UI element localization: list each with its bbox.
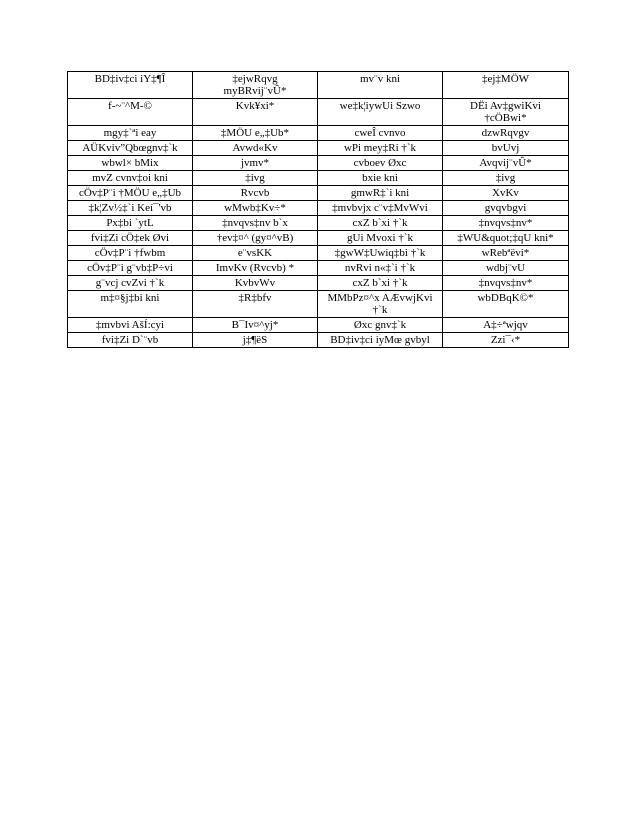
table-cell: ‡WU&quot;‡qU kni*: [443, 231, 569, 246]
table-cell: we‡k¦iywUi Szwo: [318, 99, 443, 126]
table-cell: gUi Mvoxi †`k: [318, 231, 443, 246]
table-cell: Avwd«Kv: [193, 141, 318, 156]
table-cell: e¨vsKK: [193, 246, 318, 261]
table-cell: Øxc gnv‡`k: [318, 318, 443, 333]
table-cell: A‡÷ªwjqv: [443, 318, 569, 333]
table-row: [68, 276, 569, 291]
table-cell: ‡ej‡MÖW: [443, 72, 569, 99]
table-cell: wMwb‡Kv÷*: [193, 201, 318, 216]
table-cell: BD‡iv‡ci iyMœ gvbyl: [318, 333, 443, 348]
table-cell: fvi‡Zi D`¨vb: [68, 333, 193, 348]
table-cell: ‡mvbvjx c¨v‡MvWvi: [318, 201, 443, 216]
table-cell: ‡gwW‡Uwiq‡bi †`k: [318, 246, 443, 261]
table-cell: bvUvj: [443, 141, 569, 156]
table-cell: mvZ cvnv‡oi kni: [68, 171, 193, 186]
table-cell: nvRvi n«‡`i †`k: [318, 261, 443, 276]
table-cell: ‡ivg: [443, 171, 569, 186]
table-row: [68, 186, 569, 201]
table-cell: BD‡iv‡ci iY‡¶Î: [68, 72, 193, 99]
table-cell: wbwl× bMix: [68, 156, 193, 171]
table-cell: ‡ejwRqvg myBRvij¨vÛ*: [193, 72, 318, 99]
table-cell: m‡¤§j‡bi kni: [68, 291, 193, 318]
nickname-table: [67, 71, 569, 348]
table-cell: ‡nvqvs‡nv*: [443, 276, 569, 291]
table-cell: †ev‡¤^ (gy¤^vB): [193, 231, 318, 246]
table-cell: Rvcvb: [193, 186, 318, 201]
table-row: [68, 246, 569, 261]
table-cell: XvKv: [443, 186, 569, 201]
table-cell: cweÎ cvnvo: [318, 126, 443, 141]
table-cell: g¨vcj cvZvi †`k: [68, 276, 193, 291]
table-cell: f-~¨^M-©: [68, 99, 193, 126]
table-row: [68, 171, 569, 186]
table-cell: Avqvij¨vÛ*: [443, 156, 569, 171]
table-cell: Zzi¯‹*: [443, 333, 569, 348]
table-cell: ‡R‡bfv: [193, 291, 318, 318]
table-cell: ‡nvqvs‡nv*: [443, 216, 569, 231]
table-cell: DËi Av‡gwiKvi †cÖBwi*: [443, 99, 569, 126]
table-row: [68, 126, 569, 141]
table-cell: cvboev Øxc: [318, 156, 443, 171]
table-cell: bxie kni: [318, 171, 443, 186]
table-body: [68, 72, 569, 348]
table-cell: Kvk¥xi*: [193, 99, 318, 126]
table-row: [68, 72, 569, 99]
table-cell: fvi‡Zi cÖ‡ek Øvi: [68, 231, 193, 246]
table-cell: mv¨v kni: [318, 72, 443, 99]
table-cell: gmwR‡`i kni: [318, 186, 443, 201]
table-row: [68, 201, 569, 216]
table-cell: ‡ivg: [193, 171, 318, 186]
table-cell: KvbvWv: [193, 276, 318, 291]
table-cell: gvqvbgvi: [443, 201, 569, 216]
table-row: [68, 141, 569, 156]
table-cell: cÖv‡P¨i g¨vb‡P÷vi: [68, 261, 193, 276]
table-cell: ‡mvbvi AšÍ:cyi: [68, 318, 193, 333]
table-cell: cÖv‡P¨i †fwbm: [68, 246, 193, 261]
table-cell: wbDBqK©*: [443, 291, 569, 318]
table-cell: cÖv‡P¨i †MÖU e„‡Ub: [68, 186, 193, 201]
table-row: [68, 318, 569, 333]
table-cell: AÜKviv”Qbœgnv‡`k: [68, 141, 193, 156]
table-cell: cxZ b`xi †`k: [318, 276, 443, 291]
table-cell: ‡k¦Zv½‡`i Keí¯'vb: [68, 201, 193, 216]
table-cell: MMbPz¤^x AÆvwjKvi †`k: [318, 291, 443, 318]
table-row: [68, 156, 569, 171]
table-cell: ‡nvqvs‡nv b`x: [193, 216, 318, 231]
table-cell: Px‡bi `ytL: [68, 216, 193, 231]
table-cell: j‡¶ëS: [193, 333, 318, 348]
table-cell: wPi mey‡Ri †`k: [318, 141, 443, 156]
table-cell: ImvKv (Rvcvb) *: [193, 261, 318, 276]
table-row: [68, 99, 569, 126]
table-cell: wdbj¨vU: [443, 261, 569, 276]
table-row: [68, 216, 569, 231]
table-cell: ‡MÖU e„‡Ub*: [193, 126, 318, 141]
table-cell: jvmv*: [193, 156, 318, 171]
table-row: [68, 333, 569, 348]
table-cell: dzwRqvgv: [443, 126, 569, 141]
table-row: [68, 231, 569, 246]
table-row: [68, 261, 569, 276]
table-cell: B¯Iv¤^yj*: [193, 318, 318, 333]
table-cell: cxZ b`xi †`k: [318, 216, 443, 231]
table-row: [68, 291, 569, 318]
table-cell: mgy‡`ªi eay: [68, 126, 193, 141]
table-cell: wRebªëvi*: [443, 246, 569, 261]
